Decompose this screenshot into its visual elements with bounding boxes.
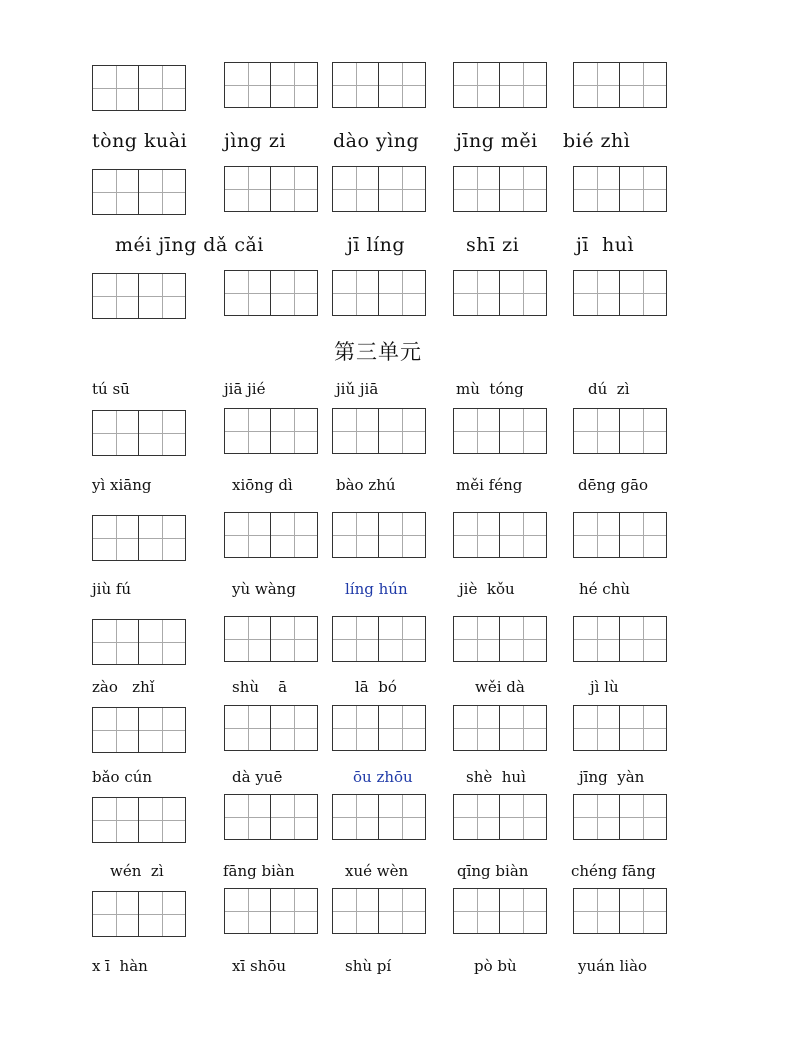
grid-box-upper-2-3: [453, 270, 547, 316]
pinyin-label: qīng biàn: [457, 862, 529, 880]
grid-box-upper-2-1: [224, 270, 318, 316]
pinyin-label: jiè kǒu: [459, 580, 515, 598]
grid-box-unit3-3-4: [573, 705, 667, 751]
pinyin-label: ōu zhōu: [353, 768, 413, 786]
grid-box-unit3-0-2: [332, 408, 426, 454]
pinyin-label: dào yìng: [333, 130, 420, 152]
pinyin-label: xiōng dì: [232, 476, 293, 494]
grid-box-upper-1-0: [92, 169, 186, 215]
grid-box-upper-0-3: [453, 62, 547, 108]
pinyin-label: zào zhǐ: [92, 678, 155, 696]
pinyin-label: jì lù: [590, 678, 619, 696]
grid-box-upper-2-0: [92, 273, 186, 319]
pinyin-label: shù pí: [345, 957, 392, 975]
grid-box-upper-2-4: [573, 270, 667, 316]
grid-box-unit3-5-3: [453, 888, 547, 934]
grid-box-upper-0-4: [573, 62, 667, 108]
grid-box-unit3-1-2: [332, 512, 426, 558]
grid-box-unit3-3-3: [453, 705, 547, 751]
grid-box-unit3-0-0: [92, 410, 186, 456]
pinyin-label: xī shōu: [232, 957, 287, 975]
grid-box-unit3-1-1: [224, 512, 318, 558]
pinyin-label: shī zi: [466, 234, 520, 256]
grid-box-unit3-2-2: [332, 616, 426, 662]
pinyin-label: bié zhì: [563, 130, 631, 152]
pinyin-label: jīng yàn: [579, 768, 645, 786]
pinyin-label: yì xiāng: [92, 476, 152, 494]
pinyin-label: jìng zi: [224, 130, 286, 152]
grid-box-unit3-5-1: [224, 888, 318, 934]
pinyin-label: wěi dà: [475, 678, 525, 696]
grid-box-unit3-4-1: [224, 794, 318, 840]
pinyin-label: méi jīng dǎ cǎi: [115, 234, 264, 256]
grid-box-unit3-3-2: [332, 705, 426, 751]
pinyin-label: jī líng: [347, 234, 406, 256]
pinyin-label: dēng gāo: [578, 476, 649, 494]
grid-box-unit3-5-2: [332, 888, 426, 934]
grid-box-upper-2-2: [332, 270, 426, 316]
pinyin-label: líng hún: [345, 580, 408, 598]
grid-box-upper-0-0: [92, 65, 186, 111]
grid-box-unit3-2-1: [224, 616, 318, 662]
pinyin-label: wén zì: [110, 862, 164, 880]
grid-box-unit3-4-2: [332, 794, 426, 840]
pinyin-label: tú sū: [92, 380, 130, 398]
grid-box-upper-1-4: [573, 166, 667, 212]
unit-heading: 第三单元: [334, 340, 422, 364]
pinyin-label: lā bó: [355, 678, 397, 696]
pinyin-label: dà yuē: [232, 768, 283, 786]
grid-box-upper-0-1: [224, 62, 318, 108]
pinyin-label: x ī hàn: [92, 957, 148, 975]
pinyin-label: hé chù: [579, 580, 631, 598]
grid-box-unit3-3-0: [92, 707, 186, 753]
pinyin-label: mù tóng: [456, 380, 524, 398]
pinyin-label: tòng kuài: [92, 130, 188, 152]
pinyin-label: yuán liào: [578, 957, 648, 975]
pinyin-label: jiù fú: [92, 580, 132, 598]
pinyin-label: jiǔ jiā: [336, 380, 379, 398]
pinyin-label: měi féng: [456, 476, 523, 494]
pinyin-label: shè huì: [466, 768, 526, 786]
grid-box-upper-1-3: [453, 166, 547, 212]
pinyin-label: chéng fāng: [571, 862, 656, 880]
grid-box-upper-1-2: [332, 166, 426, 212]
grid-box-unit3-0-3: [453, 408, 547, 454]
grid-box-unit3-4-0: [92, 797, 186, 843]
pinyin-label: jīng měi: [456, 130, 538, 152]
pinyin-label: dú zì: [588, 380, 630, 398]
grid-box-upper-1-1: [224, 166, 318, 212]
pinyin-label: shù ā: [232, 678, 288, 696]
grid-box-unit3-2-0: [92, 619, 186, 665]
pinyin-label: bǎo cún: [92, 768, 153, 786]
pinyin-label: jī huì: [576, 234, 635, 256]
grid-box-unit3-0-1: [224, 408, 318, 454]
grid-box-unit3-1-0: [92, 515, 186, 561]
grid-box-unit3-1-4: [573, 512, 667, 558]
grid-box-unit3-0-4: [573, 408, 667, 454]
pinyin-label: yù wàng: [232, 580, 296, 598]
grid-box-unit3-4-3: [453, 794, 547, 840]
grid-box-unit3-1-3: [453, 512, 547, 558]
pinyin-label: pò bù: [474, 957, 517, 975]
grid-box-upper-0-2: [332, 62, 426, 108]
grid-box-unit3-3-1: [224, 705, 318, 751]
pinyin-label: jiā jié: [224, 380, 266, 398]
pinyin-label: bào zhú: [336, 476, 396, 494]
grid-box-unit3-4-4: [573, 794, 667, 840]
pinyin-label: xué wèn: [345, 862, 409, 880]
grid-box-unit3-5-4: [573, 888, 667, 934]
pinyin-label: fāng biàn: [223, 862, 295, 880]
grid-box-unit3-5-0: [92, 891, 186, 937]
grid-box-unit3-2-4: [573, 616, 667, 662]
grid-box-unit3-2-3: [453, 616, 547, 662]
